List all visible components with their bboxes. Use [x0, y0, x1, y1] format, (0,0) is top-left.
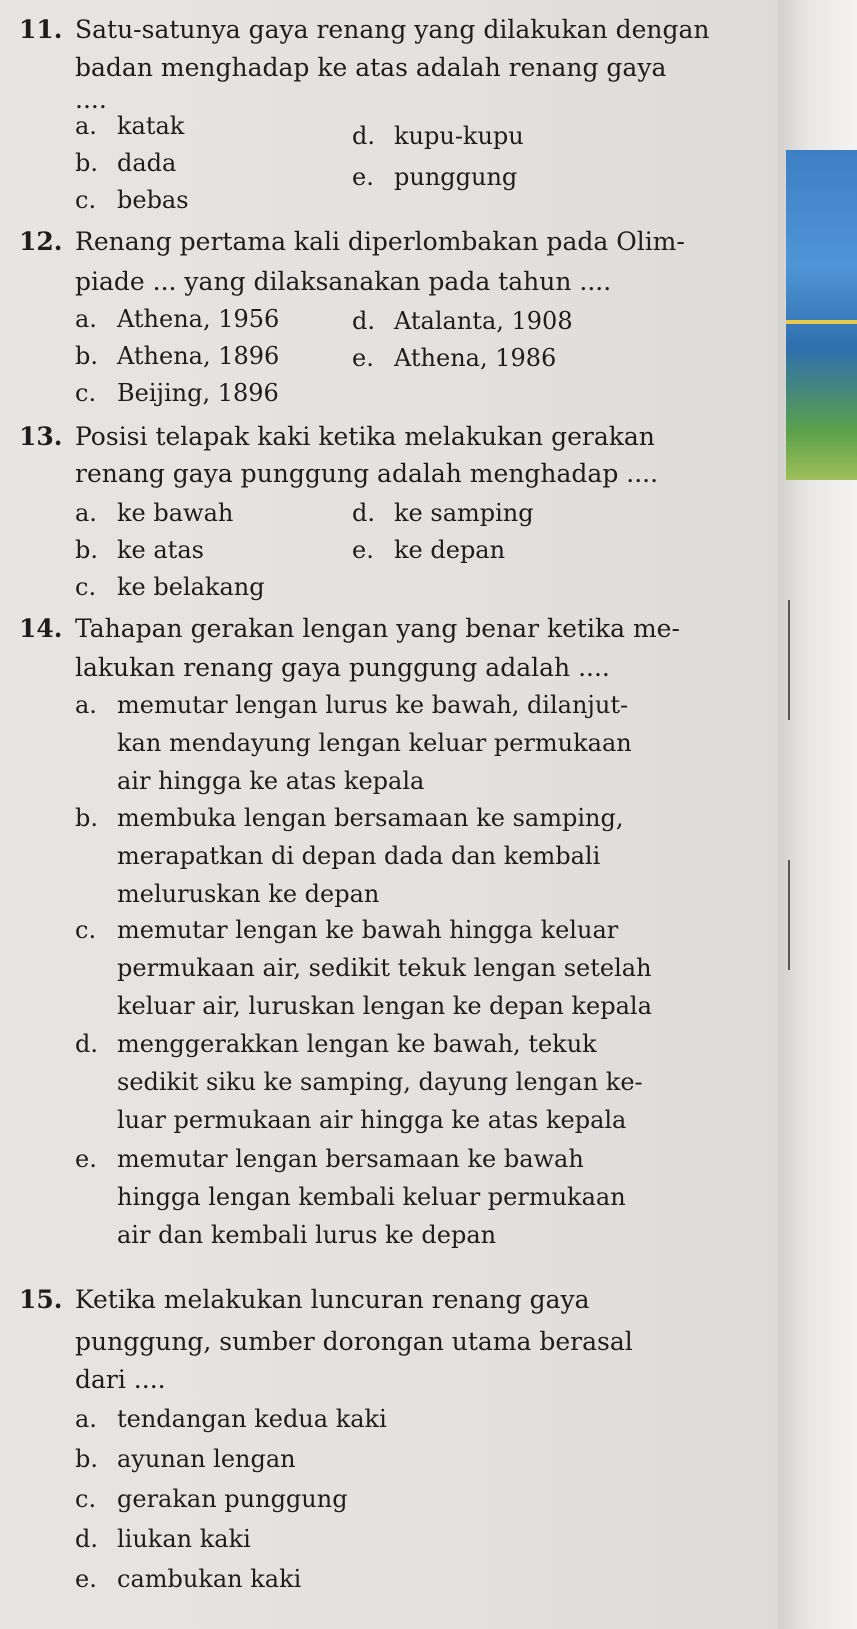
option-label: d. [352, 307, 375, 335]
option-label: e. [75, 1145, 97, 1173]
option-label: a. [75, 112, 97, 140]
margin-line [788, 860, 790, 970]
option-text: kupu-kupu [394, 122, 524, 150]
option-b[interactable] [75, 337, 279, 375]
option-text: Athena, 1956 [117, 305, 280, 333]
option-c[interactable] [75, 568, 265, 606]
option-label: a. [75, 1405, 97, 1433]
option-text-line: meluruskan ke depan [117, 880, 380, 908]
option-label: a. [75, 499, 97, 527]
option-text: liukan kaki [117, 1525, 251, 1553]
question-number: 11. [19, 15, 63, 44]
option-d[interactable] [352, 117, 524, 155]
option-e[interactable] [75, 1140, 765, 1254]
option-text-line: kan mendayung lengan keluar permukaan [117, 729, 632, 757]
option-text-line: merapatkan di depan dada dan kembali [117, 842, 601, 870]
option-text: Athena, 1986 [394, 344, 557, 372]
option-e[interactable] [352, 158, 517, 196]
option-text-line: sedikit siku ke samping, dayung lengan ke- [117, 1068, 643, 1096]
option-label: b. [75, 342, 98, 370]
option-label: d. [75, 1525, 98, 1553]
option-a[interactable] [75, 107, 184, 145]
question-text-line: renang gaya punggung adalah menghadap .... [75, 459, 659, 488]
option-label: c. [75, 916, 97, 944]
option-label: a. [75, 691, 97, 719]
option-d[interactable] [352, 302, 573, 340]
option-text: cambukan kaki [117, 1565, 302, 1593]
option-text: tendangan kedua kaki [117, 1405, 387, 1433]
option-label: c. [75, 186, 97, 214]
question-number: 12. [19, 227, 63, 256]
option-text: ke depan [394, 536, 506, 564]
option-c[interactable] [75, 1480, 348, 1518]
option-text-line: menggerakkan lengan ke bawah, tekuk [117, 1030, 597, 1058]
option-a[interactable] [75, 1400, 387, 1438]
option-text-line: memutar lengan bersamaan ke bawah [117, 1145, 584, 1173]
option-text-line: air hingga ke atas kepala [117, 767, 425, 795]
option-c[interactable] [75, 181, 189, 219]
option-text-line: memutar lengan lurus ke bawah, dilanjut- [117, 691, 629, 719]
option-text: ayunan lengan [117, 1445, 296, 1473]
option-label: a. [75, 305, 97, 333]
option-label: d. [352, 122, 375, 150]
option-label: c. [75, 573, 97, 601]
question-number: 15. [19, 1285, 63, 1314]
question-text-line: piade ... yang dilaksanakan pada tahun .... [75, 267, 612, 296]
question-text-line: badan menghadap ke atas adalah renang gaya [75, 53, 667, 82]
option-label: b. [75, 804, 98, 832]
option-label: b. [75, 149, 98, 177]
option-text-line: air dan kembali lurus ke depan [117, 1221, 497, 1249]
option-text-line: permukaan air, sedikit tekuk lengan setelah [117, 954, 652, 982]
option-label: b. [75, 536, 98, 564]
option-text: Beijing, 1896 [117, 379, 279, 407]
option-label: e. [352, 163, 374, 191]
option-b[interactable] [75, 531, 204, 569]
option-d[interactable] [75, 1520, 251, 1558]
option-text: Athena, 1896 [117, 342, 280, 370]
option-text-line: memutar lengan ke bawah hingga keluar [117, 916, 619, 944]
option-e[interactable] [352, 531, 505, 569]
option-a[interactable] [75, 686, 765, 800]
option-label: e. [352, 536, 374, 564]
question-text-line: punggung, sumber dorongan utama berasal [75, 1327, 633, 1356]
question-text-line: Satu-satunya gaya renang yang dilakukan dengan [75, 15, 710, 44]
option-b[interactable] [75, 799, 765, 913]
option-label: d. [75, 1030, 98, 1058]
question-text-line: Tahapan gerakan lengan yang benar ketika me- [75, 614, 680, 643]
option-text: dada [117, 149, 177, 177]
option-text: punggung [394, 163, 518, 191]
option-text-line: keluar air, luruskan lengan ke depan kepala [117, 992, 652, 1020]
question-text-line: dari .... [75, 1365, 166, 1394]
margin-line [788, 600, 790, 720]
option-d[interactable] [75, 1025, 765, 1139]
option-d[interactable] [352, 494, 534, 532]
question-text-line: Ketika melakukan luncuran renang gaya [75, 1285, 590, 1314]
option-text-line: membuka lengan bersamaan ke samping, [117, 804, 624, 832]
option-c[interactable] [75, 911, 765, 1025]
option-text: katak [117, 112, 185, 140]
option-text: ke samping [394, 499, 534, 527]
question-text-line: Posisi telapak kaki ketika melakukan gerakan [75, 422, 655, 451]
question-text-line: .... [75, 85, 107, 114]
option-e[interactable] [352, 339, 556, 377]
option-text: ke bawah [117, 499, 234, 527]
option-text-line: luar permukaan air hingga ke atas kepala [117, 1106, 627, 1134]
option-c[interactable] [75, 374, 279, 412]
option-text: ke atas [117, 536, 204, 564]
option-label: c. [75, 1485, 97, 1513]
option-a[interactable] [75, 300, 279, 338]
question-number: 13. [19, 422, 63, 451]
option-e[interactable] [75, 1560, 301, 1598]
option-label: d. [352, 499, 375, 527]
option-label: c. [75, 379, 97, 407]
option-text: Atalanta, 1908 [394, 307, 573, 335]
pool-lane-line [786, 320, 857, 324]
option-text: gerakan punggung [117, 1485, 348, 1513]
option-text-line: hingga lengan kembali keluar permukaan [117, 1183, 626, 1211]
option-label: b. [75, 1445, 98, 1473]
question-number: 14. [19, 614, 63, 643]
option-text: ke belakang [117, 573, 265, 601]
option-label: e. [352, 344, 374, 372]
option-b[interactable] [75, 1440, 296, 1478]
swimmer-photo-strip [786, 150, 857, 480]
question-text-line: Renang pertama kali diperlombakan pada Olim- [75, 227, 685, 256]
option-label: e. [75, 1565, 97, 1593]
question-text-line: lakukan renang gaya punggung adalah .... [75, 653, 610, 682]
option-b[interactable] [75, 144, 176, 182]
option-a[interactable] [75, 494, 233, 532]
option-text: bebas [117, 186, 189, 214]
